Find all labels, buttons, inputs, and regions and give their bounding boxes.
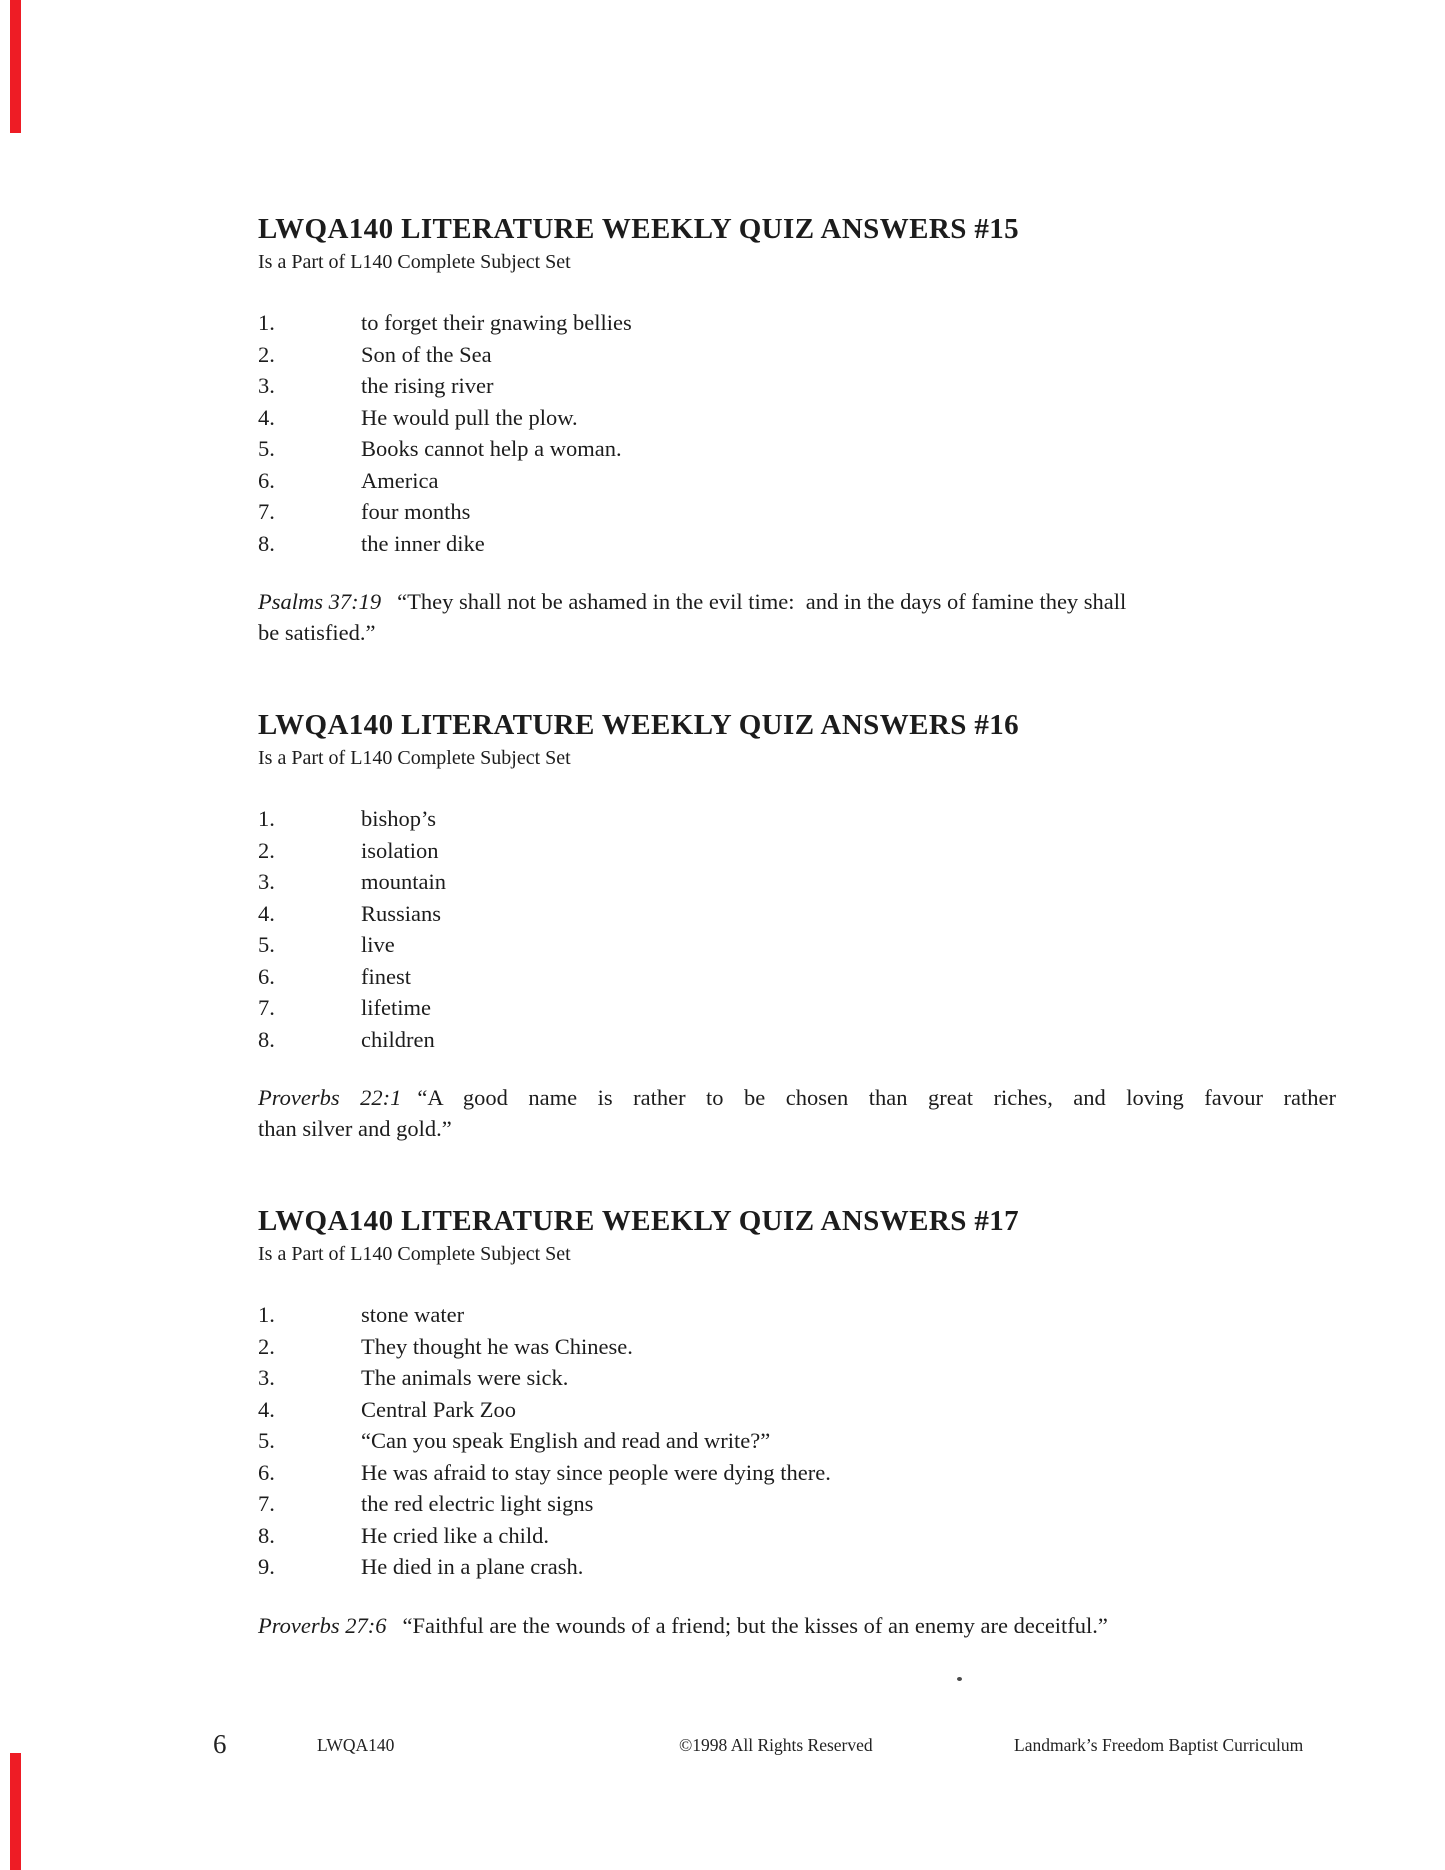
answer-number: 1. <box>258 806 275 831</box>
verse-text: “Faithful are the wounds of a friend; but the kisses of an enemy are deceitful.” <box>402 1612 1108 1638</box>
answer-text: “Can you speak English and read and write?” <box>361 1428 771 1453</box>
answer-text: stone water <box>361 1302 465 1327</box>
page-number: 6 <box>213 1729 227 1759</box>
answer-text: lifetime <box>361 995 431 1020</box>
answer-text: isolation <box>361 837 439 863</box>
answer-number: 1. <box>258 1302 275 1327</box>
scan-speck <box>957 1677 962 1681</box>
answer-text: They thought he was Chinese. <box>361 1333 633 1359</box>
answer-number: 7. <box>258 995 275 1020</box>
answer-row <box>258 1333 1336 1365</box>
answer-row <box>258 404 1336 436</box>
answer-number: 8. <box>258 1522 275 1548</box>
answer-text: He was afraid to stay since people were dying there. <box>361 1459 831 1485</box>
answer-row <box>258 530 1336 562</box>
answer-number: 9. <box>258 1554 275 1579</box>
quiz-section-15 <box>258 213 1336 648</box>
answer-text: Son of the Sea <box>361 341 492 367</box>
answer-row <box>258 805 1336 837</box>
scan-edge-red-strip-bottom <box>10 1753 21 1870</box>
answer-list <box>258 805 1336 1057</box>
scripture-verse <box>258 586 1336 648</box>
answer-row <box>258 341 1336 373</box>
section-title: LWQA140 LITERATURE WEEKLY QUIZ ANSWERS #17 <box>258 1205 1020 1237</box>
answer-text: The animals were sick. <box>361 1365 569 1390</box>
verse-line-1 <box>258 586 1336 617</box>
quiz-section-17 <box>258 1205 1336 1641</box>
answer-text: He cried like a child. <box>361 1522 550 1548</box>
verse-line-1 <box>258 1610 1336 1641</box>
answer-row <box>258 1026 1336 1058</box>
answer-text: to forget their gnawing bellies <box>361 310 632 335</box>
answer-number: 5. <box>258 436 275 461</box>
verse-text: “A good name is rather to be chosen than great riches, and loving favour rather <box>417 1085 1336 1110</box>
verse-line-2: be satisfied.” <box>258 620 376 645</box>
answer-row <box>258 1459 1336 1491</box>
answer-number: 3. <box>258 869 275 894</box>
answer-row <box>258 1301 1336 1333</box>
answer-row <box>258 931 1336 963</box>
verse-reference: Psalms 37:19 <box>258 589 382 614</box>
answer-row <box>258 498 1336 530</box>
answer-number: 8. <box>258 1026 275 1052</box>
answer-row <box>258 868 1336 900</box>
answer-number: 3. <box>258 373 275 398</box>
footer-copyright: ©1998 All Rights Reserved <box>679 1735 873 1755</box>
answer-row <box>258 963 1336 995</box>
footer-doc-code: LWQA140 <box>317 1735 395 1755</box>
verse-reference: Proverbs 27:6 <box>258 1612 387 1638</box>
section-subtitle: Is a Part of L140 Complete Subject Set <box>258 747 571 769</box>
verse-reference: Proverbs 22:1 <box>258 1085 402 1110</box>
answer-text: the rising river <box>361 373 494 398</box>
answer-row <box>258 1522 1336 1554</box>
answer-number: 5. <box>258 932 275 957</box>
answer-text: Russians <box>361 900 442 926</box>
verse-text: “They shall not be ashamed in the evil time: and in the days of famine they shall <box>397 589 1127 614</box>
scripture-verse <box>258 1610 1336 1641</box>
answer-number: 4. <box>258 1396 275 1422</box>
answer-row <box>258 1553 1336 1585</box>
answer-text: the red electric light signs <box>361 1491 594 1516</box>
section-title: LWQA140 LITERATURE WEEKLY QUIZ ANSWERS #15 <box>258 213 1020 245</box>
answer-text: America <box>361 467 439 493</box>
answer-number: 1. <box>258 310 275 335</box>
answer-row <box>258 837 1336 869</box>
answer-number: 5. <box>258 1428 275 1453</box>
answer-text: the inner dike <box>361 530 485 556</box>
answer-row <box>258 994 1336 1026</box>
answer-row <box>258 1427 1336 1459</box>
answer-row <box>258 435 1336 467</box>
answer-number: 4. <box>258 900 275 926</box>
answer-row <box>258 1364 1336 1396</box>
answer-number: 2. <box>258 1333 275 1359</box>
section-title: LWQA140 LITERATURE WEEKLY QUIZ ANSWERS #16 <box>258 709 1020 741</box>
answer-row <box>258 372 1336 404</box>
section-subtitle: Is a Part of L140 Complete Subject Set <box>258 251 571 273</box>
answer-text: finest <box>361 963 411 989</box>
answer-number: 7. <box>258 1491 275 1516</box>
answer-text: Central Park Zoo <box>361 1396 516 1422</box>
answer-text: He died in a plane crash. <box>361 1554 584 1579</box>
answer-number: 2. <box>258 341 275 367</box>
page-content <box>258 213 1336 1641</box>
answer-text: bishop’s <box>361 806 437 831</box>
answer-number: 6. <box>258 1459 275 1485</box>
answer-list <box>258 309 1336 561</box>
section-subtitle: Is a Part of L140 Complete Subject Set <box>258 1243 571 1265</box>
answer-row <box>258 309 1336 341</box>
answer-row <box>258 1396 1336 1428</box>
answer-text: He would pull the plow. <box>361 404 578 430</box>
answer-number: 4. <box>258 404 275 430</box>
answer-number: 2. <box>258 837 275 863</box>
answer-number: 6. <box>258 963 275 989</box>
answer-text: Books cannot help a woman. <box>361 436 622 461</box>
scan-edge-red-strip-top <box>10 0 21 133</box>
answer-text: children <box>361 1026 435 1052</box>
answer-text: mountain <box>361 869 446 894</box>
answer-number: 7. <box>258 499 275 524</box>
verse-line-1 <box>258 1082 1336 1113</box>
answer-text: four months <box>361 499 471 524</box>
answer-number: 8. <box>258 530 275 556</box>
answer-number: 3. <box>258 1365 275 1390</box>
answer-number: 6. <box>258 467 275 493</box>
quiz-section-16 <box>258 709 1336 1144</box>
answer-list <box>258 1301 1336 1585</box>
verse-line-2: than silver and gold.” <box>258 1116 452 1141</box>
answer-row <box>258 900 1336 932</box>
answer-row <box>258 1490 1336 1522</box>
footer-publisher: Landmark’s Freedom Baptist Curriculum <box>1014 1735 1304 1755</box>
answer-row <box>258 467 1336 499</box>
answer-text: live <box>361 932 395 957</box>
scripture-verse <box>258 1082 1336 1144</box>
